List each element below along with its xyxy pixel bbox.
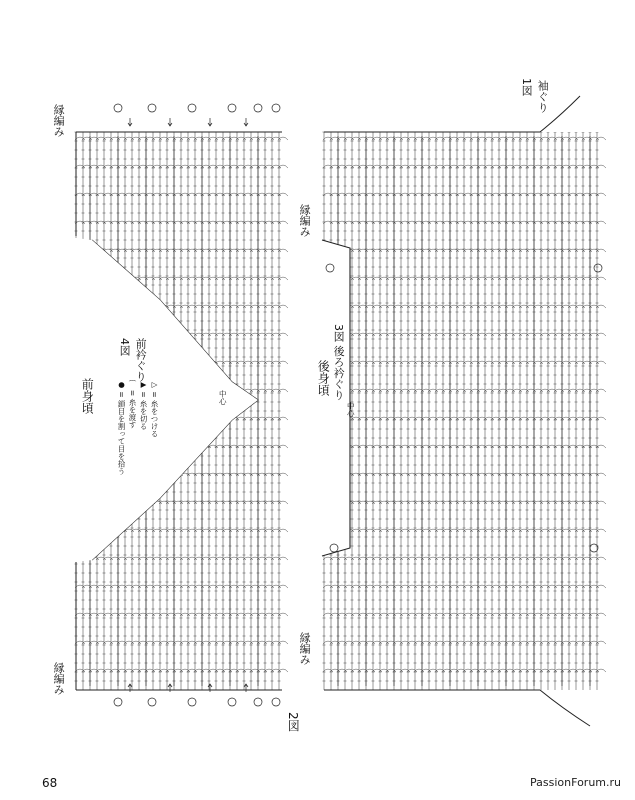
front-body-shell: [278, 193, 288, 196]
front-body-shell: [278, 165, 288, 168]
front-body-shell: [278, 641, 288, 644]
front-body-shell: [278, 613, 288, 616]
front-body-shell: [278, 333, 288, 336]
front-body-shell: [278, 277, 288, 280]
front-body-shell: [278, 221, 288, 224]
front-body-shell: [278, 529, 288, 532]
front-body-shell: [278, 445, 288, 448]
front-body-shell: [278, 669, 288, 672]
front-body-shell: [278, 305, 288, 308]
front-body-shell: [278, 417, 288, 420]
front-body-shell: [278, 361, 288, 364]
front-body-shell: [278, 137, 288, 140]
front-body-shell: [278, 389, 288, 392]
front-body-shell: [278, 557, 288, 560]
front-body-shell: [278, 501, 288, 504]
front-body-shell: [278, 473, 288, 476]
front-body-shell: [278, 585, 288, 588]
front-body-shell: [278, 249, 288, 252]
